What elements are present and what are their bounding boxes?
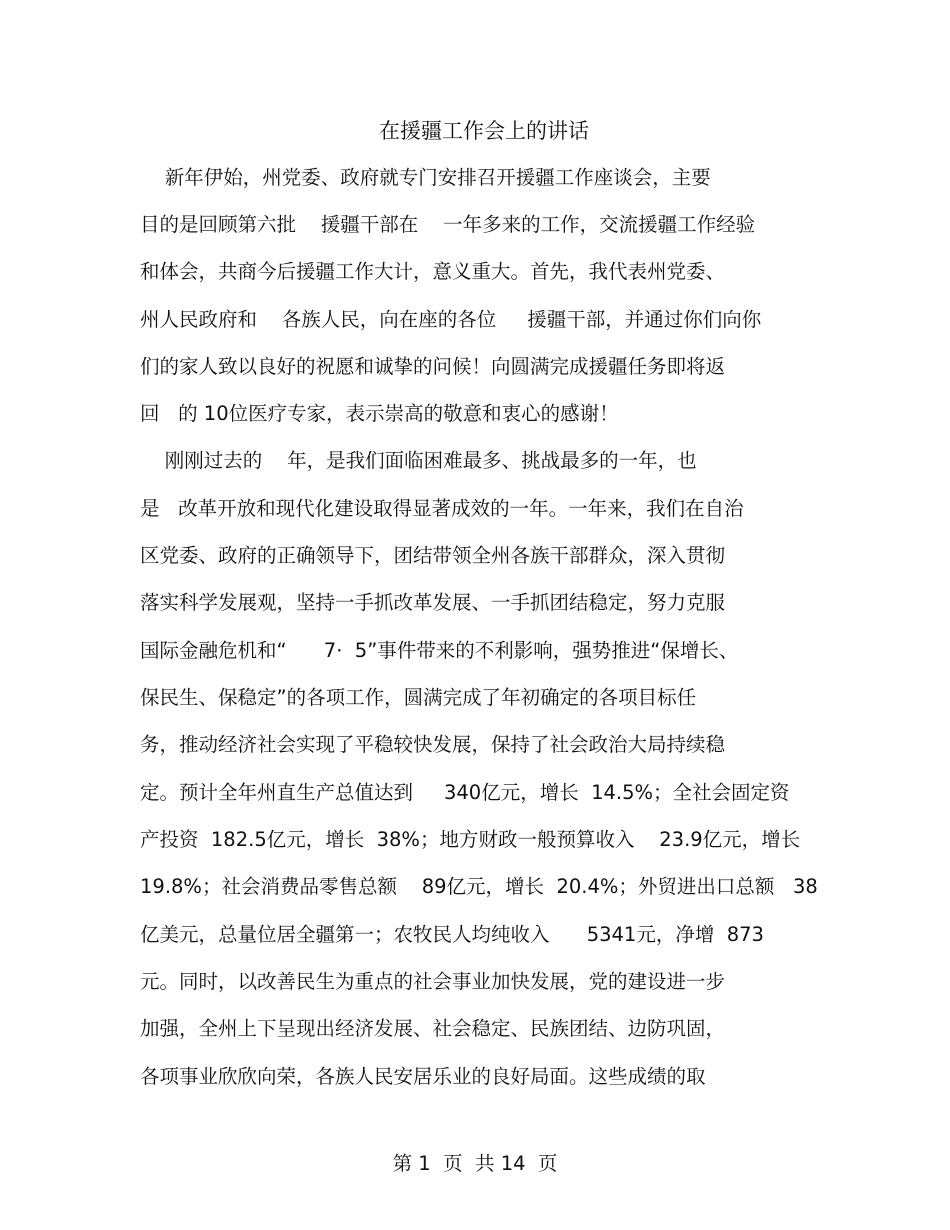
body-line: 目的是回顾第六批 援疆干部在 一年多来的工作，交流援疆工作经验 (140, 213, 756, 236)
body-line: 加强，全州上下呈现出经济发展、社会稳定、民族团结、边防巩固， (140, 1017, 726, 1040)
body-line: 落实科学发展观，坚持一手抓改革发展、一手抓团结稳定，努力克服 (140, 591, 726, 614)
body-line: 新年伊始，州党委、政府就专门安排召开援疆工作座谈会，主要 (140, 166, 711, 189)
body-line: 回 的 10位医疗专家，表示崇高的敬意和衷心的感谢！ (140, 402, 619, 425)
body-line: 国际金融危机和“ 7· 5”事件带来的不利影响，强势推进“保增长、 (140, 639, 739, 662)
body-line: 刚刚过去的 年，是我们面临困难最多、挑战最多的一年，也 (140, 449, 697, 472)
document-title: 在援疆工作会上的讲话 (379, 119, 589, 143)
body-line: 和体会，共商今后援疆工作大计，意义重大。首先，我代表州党委、 (140, 260, 726, 283)
page-number-footer: 第 1 页 共 14 页 (392, 1152, 558, 1175)
body-line: 是 改革开放和现代化建设取得显著成效的一年。一年来，我们在自治 (140, 497, 744, 520)
body-line: 产投资 182.5亿元，增长 38%；地方财政一般预算收入 23.9亿元，增长 (140, 828, 801, 851)
body-line: 19.8%；社会消费品零售总额 89亿元，增长 20.4%；外贸进出口总额 38 (140, 875, 818, 898)
body-line: 区党委、政府的正确领导下，团结带领全州各族干部群众，深入贯彻 (140, 544, 726, 567)
body-line: 元。同时，以改善民生为重点的社会事业加快发展，党的建设进一步 (140, 970, 726, 993)
body-line: 们的家人致以良好的祝愿和诚挚的问候！向圆满完成援疆任务即将返 (140, 355, 726, 378)
body-line: 务，推动经济社会实现了平稳较快发展，保持了社会政治大局持续稳 (140, 733, 726, 756)
body-line: 亿美元，总量位居全疆第一；农牧民人均纯收入 5341元，净增 873 (140, 923, 764, 946)
body-line: 州人民政府和 各族人民，向在座的各位 援疆干部，并通过你们向你 (140, 308, 762, 331)
body-line: 各项事业欣欣向荣，各族人民安居乐业的良好局面。这些成绩的取 (140, 1065, 706, 1088)
body-line: 定。预计全年州直生产总值达到 340亿元，增长 14.5%；全社会固定资 (140, 781, 790, 804)
body-line: 保民生、保稳定”的各项工作，圆满完成了年初确定的各项目标任 (140, 686, 697, 709)
